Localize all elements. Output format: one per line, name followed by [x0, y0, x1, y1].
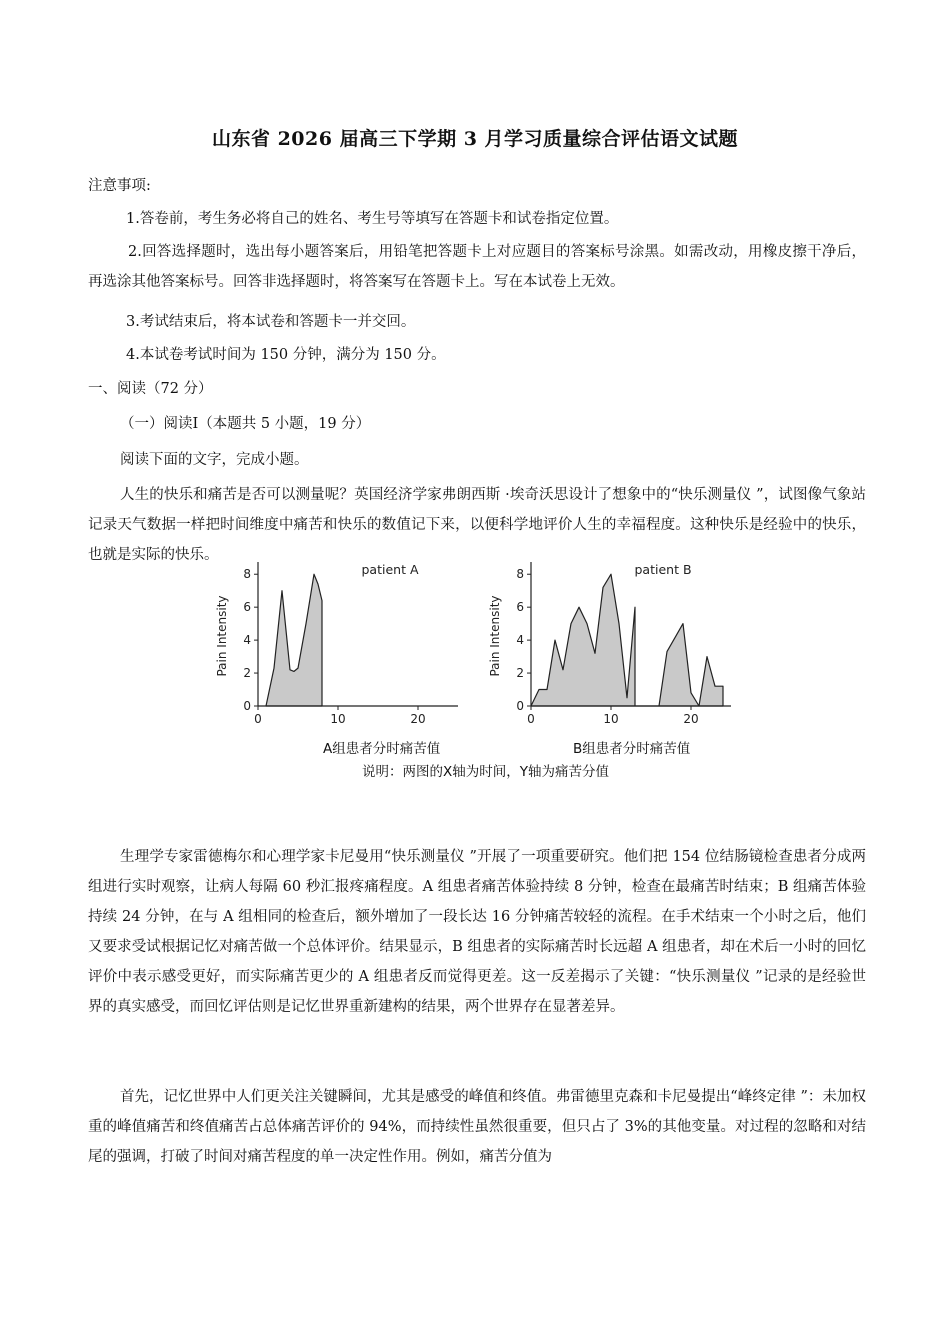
chart-note: 说明：两图的X轴为时间，Y轴为痛苦分值 [362, 764, 609, 780]
chart-b-xtick-label: 0 [527, 712, 535, 726]
notice-item-3: 3.考试结束后，将本试卷和答题卡一并交回。 [126, 314, 416, 330]
chart-b-ytick-label: 8 [516, 567, 524, 582]
notice-item-2: 2.回答选择题时，选出每小题答案后，用铅笔把答题卡上对应题目的答案标号涂黑。如需改动，用橡皮擦干净后，再选涂其他答案标号。回答非选择题时，将答案写在答题卡上。写在本试卷上无效。 [88, 244, 866, 290]
notice-heading: 注意事项: [88, 178, 151, 194]
chart-b-area [531, 574, 723, 706]
chart-b-ytick-label: 0 [516, 699, 524, 713]
paragraph-3: 首先，记忆世界中人们更关注关键瞬间，尤其是感受的峰值和终值。弗雷德里克森和卡尼曼提出“峰终定律 ”：未加权重的峰值痛苦和终值痛苦占总体痛苦评价的 94%，而持续性虽然很重要，但只占了 3%的其他变量。对过程的忽略和对结尾的强调，打破了时间对痛苦程度的单一决定性作用。例如，痛苦分值为 [88, 1089, 866, 1165]
notice-item-4: 4.本试卷考试时间为 150 分钟，满分为 150 分。 [126, 347, 446, 363]
chart-b-ylabel: Pain Intensity [488, 595, 502, 677]
chart-b-xtick-label: 20 [683, 712, 699, 726]
section-heading: 一、阅读（72 分） [88, 381, 213, 397]
chart-a-ytick-label: 8 [243, 567, 251, 582]
chart-a-ytick-label: 4 [243, 633, 251, 648]
instruction-text: 阅读下面的文字，完成小题。 [120, 452, 309, 468]
chart-a-ytick-label: 6 [243, 600, 251, 615]
notice-item-1: 1.答卷前，考生务必将自己的姓名、考生号等填写在答题卡和试卷指定位置。 [126, 211, 619, 227]
paragraph-2: 生理学专家雷德梅尔和心理学家卡尼曼用“快乐测量仪 ”开展了一项重要研究。他们把 154 位结肠镜检查患者分成两组进行实时观察，让病人每隔 60 秒汇报疼痛程度。A 组患者痛苦体验持续 8 分钟，检查在最痛苦时结束；B 组痛苦体验持续 24 分钟，在与 A 组相同的检查后，额外增加了一段长达 16 分钟痛苦较轻的流程。在手术结束一个小时之后，他们又要求受试根据记忆对痛苦做一个总体评价。结果显示，B 组患者的实际痛苦时长远超 A 组患者，却在术后一小时的回忆评价中表示感受更好，而实际痛苦更少的 A 组患者反而觉得更差。这一反差揭示了关键：“快乐测量仪 ”记录的是经验世界的真实感受，而回忆评估则是记忆世界重新建构的结果，两个世界存在显著差异。 [88, 849, 866, 1015]
chart-a-xtick-label: 0 [254, 712, 262, 726]
chart-a-xtick-label: 10 [330, 712, 346, 726]
chart-a-ytick-label: 2 [243, 666, 251, 681]
chart-b-xtick-label: 10 [603, 712, 619, 726]
chart-a-area [266, 574, 322, 706]
chart-patient-b [488, 562, 731, 726]
page-title: 山东省 2026 届高三下学期 3 月学习质量综合评估语文试题 [211, 128, 739, 150]
chart-b-title: patient B [634, 562, 692, 577]
chart-a-ylabel: Pain Intensity [215, 595, 229, 677]
chart-b-ytick-label: 4 [516, 633, 524, 648]
chart-b-caption: B组患者分时痛苦值 [573, 741, 691, 757]
chart-a-title: patient A [361, 562, 419, 577]
chart-a-caption: A组患者分时痛苦值 [323, 741, 441, 757]
chart-a-ytick-label: 0 [243, 699, 251, 713]
paragraph-1: 人生的快乐和痛苦是否可以测量呢？英国经济学家弗朗西斯 ·埃奇沃思设计了想象中的“快乐测量仪 ”，试图像气象站记录天气数据一样把时间维度中痛苦和快乐的数值记下来，以便科学地评价人生的幸福程度。这种快乐是经验中的快乐，也就是实际的快乐。 [88, 487, 866, 563]
chart-b-ytick-label: 2 [516, 666, 524, 681]
chart-a-xtick-label: 20 [410, 712, 426, 726]
chart-patient-a [215, 562, 458, 726]
chart-b-ytick-label: 6 [516, 600, 524, 615]
subsection-heading: （一）阅读Ⅰ（本题共 5 小题，19 分） [120, 416, 371, 432]
